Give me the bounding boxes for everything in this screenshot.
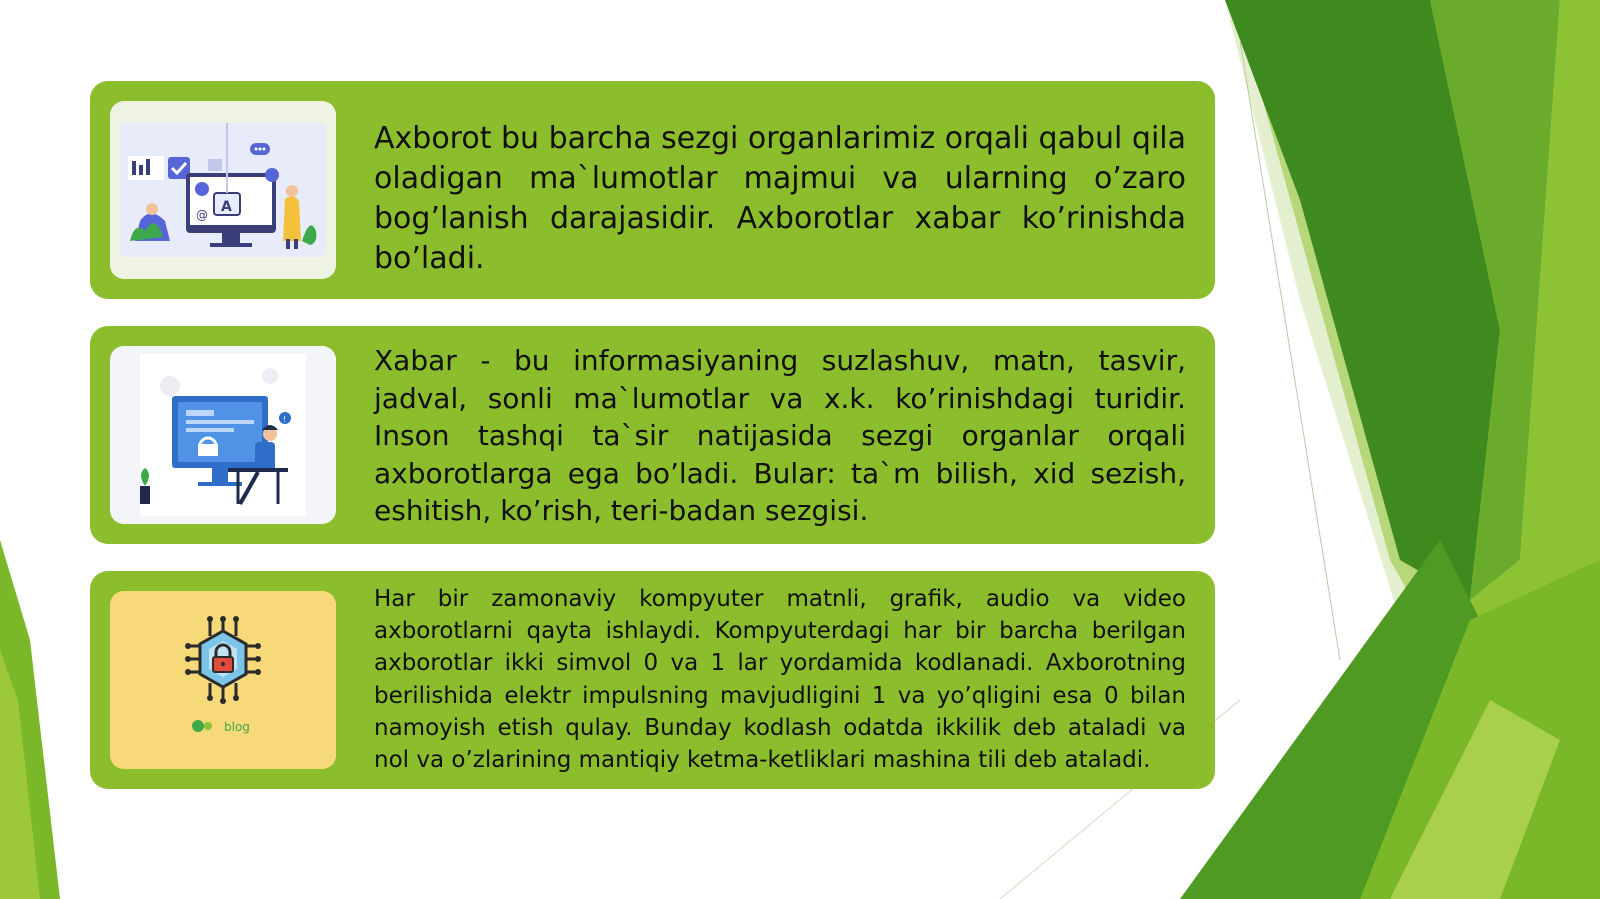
info-card-axborot xyxy=(90,81,1215,299)
card-text: Har bir zamonaviy kompyuter matnli, grafik, audio va video axborotlarni qayta ishlaydi. Kompyuterdagi har bir barcha berilgan axborotlar ikki simvol 0 va 1 lar yordamida kodlanadi. Axborotning berilishida elektr impulsning mavjudligini 1 va yo’qligini esa 0 bilan namoyish etish qulay. Bunday kodlash odatda ikkilik deb ataladi va nol va o’zlarining mantiqiy ketma-ketliklari mashina tili deb ataladi. xyxy=(374,586,1186,774)
svg-text:A: A xyxy=(221,199,232,215)
svg-text:!: ! xyxy=(283,415,287,424)
svg-text:@: @ xyxy=(196,208,208,222)
card-text: Axborot bu barcha sezgi organlarimiz orqali qabul qila oladigan ma`lumotlar majmui va ularning o’zaro bog’lanish darajasidir. Axborotlar xabar ko’rinishda bo’ladi. xyxy=(374,121,1186,276)
info-card-xabar xyxy=(90,326,1215,544)
computer-security-illustration-icon xyxy=(110,101,336,279)
blog-logo-text: blog xyxy=(224,720,250,734)
chip-lock-illustration-icon xyxy=(110,591,336,769)
info-card-kompyuter xyxy=(90,571,1215,789)
card-text: Xabar - bu informasiyaning suzlashuv, matn, tasvir, jadval, sonli ma`lumotlar va x.k. ko’rinishdagi turidir. Inson tashqi ta`sir natijasida sezgi organlar orqali axborotlarga ega bo’ladi. Bular: ta`m bilish, xid sezish, eshitish, ko’rish, teri-badan sezgisi. xyxy=(374,344,1186,527)
person-at-computer-illustration-icon xyxy=(110,346,336,524)
